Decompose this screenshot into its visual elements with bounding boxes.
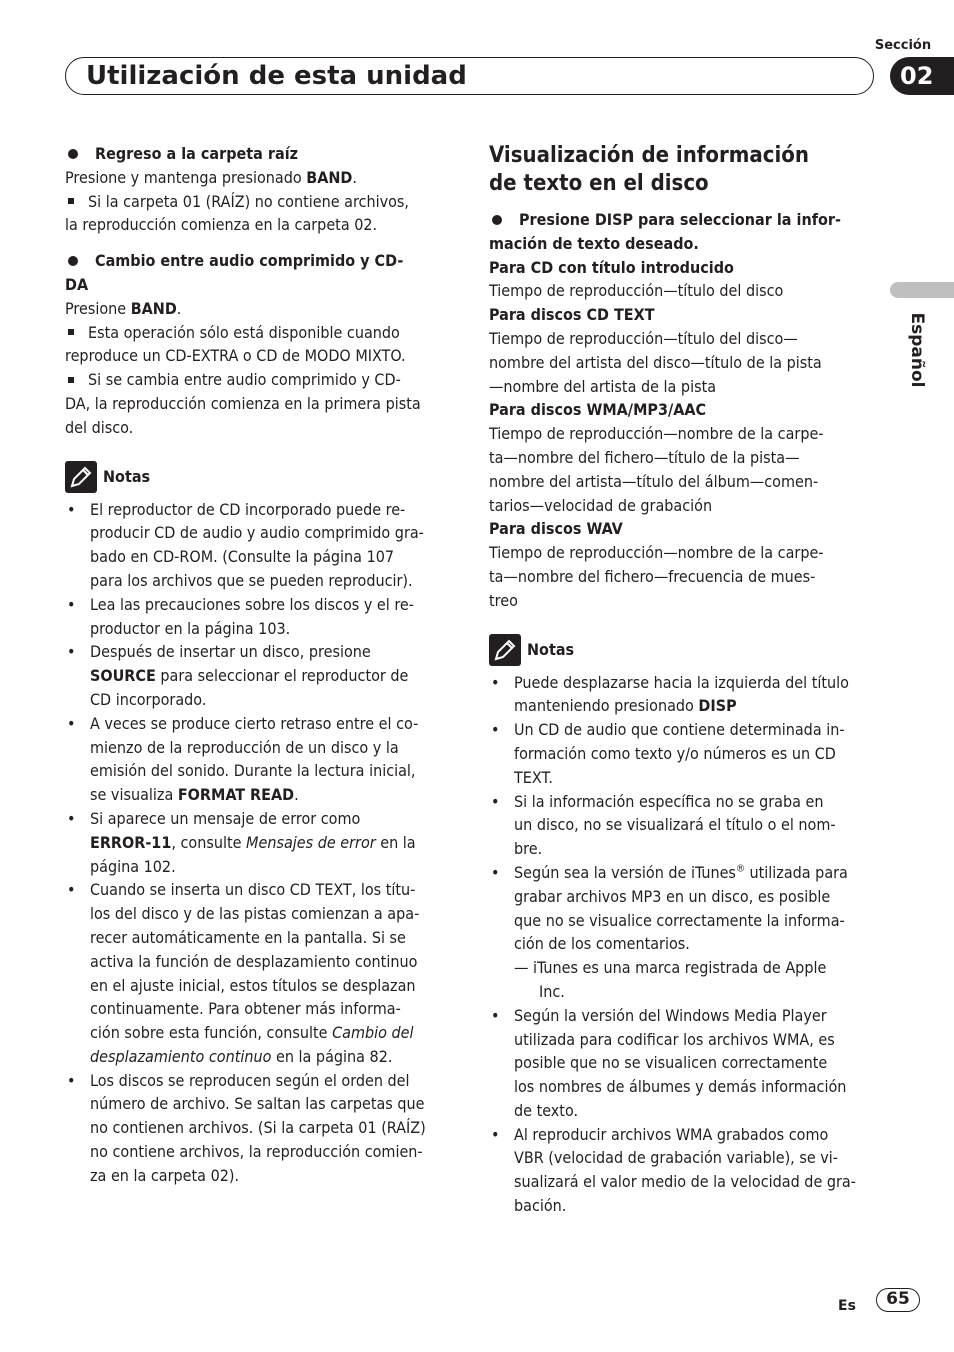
s1-line: Presione y mantenga presionado BAND. xyxy=(65,167,357,187)
body-text: Tiempo de reproducción—nombre de la carpe- xyxy=(489,543,824,563)
section-label: Sección xyxy=(874,38,932,53)
body-text: nombre del artista del disco—título de la pista xyxy=(489,352,822,372)
instruction: Presione DISP para seleccionar la infor- xyxy=(489,208,879,232)
bullet-dot-icon xyxy=(492,215,502,225)
list-item: • Si aparece un mensaje de error como ERROR-11, consulte Mensajes de error en la página 102. xyxy=(67,808,416,876)
language-tab xyxy=(890,282,954,298)
left-column xyxy=(65,142,455,1188)
bullet-dot-icon xyxy=(68,149,78,159)
bullet-dot-icon xyxy=(68,256,78,266)
list-item: • Al reproducir archivos WMA grabados como VBR (velocidad de grabación variable), se vi- sualizará el valor medio de la velocidad de gra- bación. xyxy=(491,1124,856,1216)
list-item: • A veces se produce cierto retraso entre el co- mienzo de la reproducción de un disco y la emisión del sonido. Durante la lectura inicial, se visualiza FORMAT READ. xyxy=(67,713,419,805)
list-item: • Después de insertar un disco, presione SOURCE para seleccionar el reproductor de CD incorporado. xyxy=(67,642,409,709)
list-item: • Los discos se reproducen según el orden del número de archivo. Se saltan las carpetas que no contienen archivos. (Si la carpeta 01 (RAÍZ) no contiene archivos, la reproducción comien- za en la carpeta 02). xyxy=(67,1070,426,1185)
list-item: • Si la información específica no se graba en un disco, no se visualizará el título o el nom- bre. xyxy=(491,791,836,859)
subheading: Para discos WMA/MP3/AAC xyxy=(489,400,707,420)
s2-heading: Cambio entre audio comprimido y CD- xyxy=(65,249,455,273)
list-item: • El reproductor de CD incorporado puede re- producir CD de audio y audio comprimido gra- bado en CD-ROM. (Consulte la página 107 para los archivos que se pueden reproducir). xyxy=(67,499,424,590)
notes-heading: Notas xyxy=(65,460,455,494)
body-text: ta—nombre del fichero—título de la pista— xyxy=(489,447,800,467)
list-item: • Según la versión del Windows Media Player utilizada para codificar los archivos WMA, es posible que no se visualicen correctamente los nombres de álbumes y demás información de texto. xyxy=(491,1005,847,1120)
square-bullet-icon xyxy=(68,198,74,204)
subheading: Para discos CD TEXT xyxy=(489,305,655,325)
list-item: • Cuando se inserta un disco CD TEXT, los títu- los del disco y de las pistas comienzan a apa- recer automáticamente en la pantalla. Si se activa la función de desplazamiento continuo en el ajuste inicial, estos títulos se desplazan continuamente. Para obtener más informa- ción sobre esta función, consulte Cambio del desplazamiento continuo en la página 82. xyxy=(67,880,420,1066)
pencil-note-icon xyxy=(65,461,97,493)
body-text: tarios—velocidad de grabación xyxy=(489,495,713,515)
s2-heading-cont: DA xyxy=(65,274,89,294)
body-text: Tiempo de reproducción—nombre de la carpe- xyxy=(489,424,824,444)
page-number: 65 xyxy=(876,1288,920,1312)
body-text: ta—nombre del fichero—frecuencia de mues- xyxy=(489,566,816,586)
s2-note1-cont: reproduce un CD-EXTRA o CD de MODO MIXTO. xyxy=(65,346,406,366)
list-item: • Según sea la versión de iTunes® utilizada para grabar archivos MP3 en un disco, es posible que no se visualice correctamente la informa- ción de los comentarios. — iTunes es una marca registrada de Apple Inc. xyxy=(491,862,848,1001)
footer-language-code: Es xyxy=(838,1298,856,1314)
s2-note2-cont: DA, la reproducción comienza en la primera pista xyxy=(65,393,421,413)
square-bullet-icon xyxy=(68,329,74,335)
page-title: Utilización de esta unidad xyxy=(86,61,467,91)
s1-note-cont: la reproducción comienza en la carpeta 02. xyxy=(65,215,378,235)
subheading: Para discos WAV xyxy=(489,519,623,539)
instruction-cont: mación de texto deseado. xyxy=(489,233,699,253)
body-text: —nombre del artista de la pista xyxy=(489,376,717,396)
square-bullet-icon xyxy=(68,377,74,383)
s2-note2-cont: del disco. xyxy=(65,417,134,437)
s2-note1: Esta operación sólo está disponible cuando xyxy=(65,321,455,345)
list-item: • Un CD de audio que contiene determinada in- formación como texto y/o números es un CD TEXT. xyxy=(491,720,845,787)
s1-note: Si la carpeta 01 (RAÍZ) no contiene archivos, xyxy=(65,190,455,214)
s2-note2: Si se cambia entre audio comprimido y CD- xyxy=(65,368,455,392)
body-text: treo xyxy=(489,590,518,610)
section-heading: Visualización de información de texto en el disco xyxy=(489,143,809,196)
right-column xyxy=(489,142,879,1218)
list-item: • Puede desplazarse hacia la izquierda del título manteniendo presionado DISP xyxy=(491,672,849,716)
body-text: Tiempo de reproducción—título del disco xyxy=(489,281,784,301)
title-bar xyxy=(65,57,874,95)
list-item: • Lea las precauciones sobre los discos y el re- productor en la página 103. xyxy=(67,594,414,638)
section-number-tab: 02 xyxy=(890,57,954,95)
pencil-note-icon xyxy=(489,634,521,666)
subheading: Para CD con título introducido xyxy=(489,257,734,277)
language-label: Español xyxy=(907,312,927,388)
body-text: Tiempo de reproducción—título del disco— xyxy=(489,328,798,348)
s1-heading: Regreso a la carpeta raíz xyxy=(65,142,455,166)
body-text: nombre del artista—título del álbum—comen- xyxy=(489,471,819,491)
notes-heading: Notas xyxy=(489,633,879,667)
s2-line: Presione BAND. xyxy=(65,298,182,318)
